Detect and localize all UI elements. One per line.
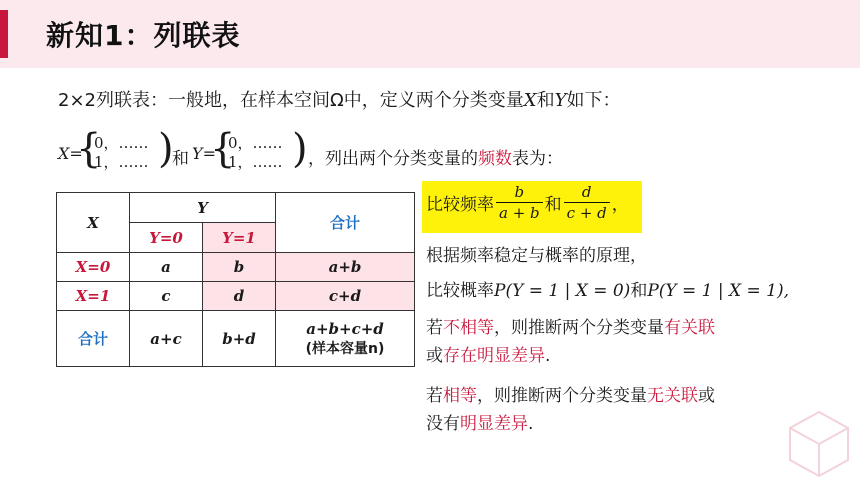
fraction-d bbox=[564, 182, 610, 223]
prob-and: 和 bbox=[630, 281, 648, 301]
cell-a: a bbox=[130, 253, 203, 282]
row-label-x1 bbox=[57, 282, 130, 311]
def-tail-suffix: 表为： bbox=[512, 149, 563, 169]
def-tail bbox=[308, 144, 563, 169]
y0-text: Y=0 bbox=[149, 228, 183, 247]
x-case-0: 0，…… bbox=[94, 134, 149, 152]
row-label-total: 合计 bbox=[57, 311, 130, 367]
equal-unrelated: 无关联 bbox=[647, 386, 698, 406]
equal-difference: 明显差异 bbox=[460, 414, 528, 434]
unequal-then: ，则推断两个分类变量 bbox=[494, 318, 664, 338]
y-close-paren: ) bbox=[292, 126, 308, 172]
intro-prefix: 2×2列联表：一般地，在样本空间Ω中，定义两个分类变量 bbox=[58, 90, 524, 111]
y-header-text: Y bbox=[197, 198, 208, 217]
unequal-or: 或 bbox=[426, 346, 443, 366]
sample-size-note: (样本容量n) bbox=[305, 340, 385, 357]
table-total-header: 合计 bbox=[276, 193, 415, 253]
cell-a-plus-c: a+c bbox=[130, 311, 203, 367]
compare-frequency-line bbox=[426, 182, 629, 223]
contingency-table bbox=[56, 192, 415, 367]
x1-text: X=1 bbox=[75, 287, 111, 305]
x-case-1: 1，…… bbox=[94, 153, 149, 171]
equal-if: 若 bbox=[426, 386, 443, 406]
table-y1-header bbox=[203, 223, 276, 253]
y-brace: { bbox=[210, 126, 236, 172]
unequal-difference: 存在明显差异 bbox=[443, 346, 545, 366]
equal-conclusion bbox=[426, 382, 806, 438]
grand-total-text: a+b+c+d bbox=[306, 319, 384, 338]
cell-a-plus-b: a+b bbox=[276, 253, 415, 282]
unequal-keyword: 不相等 bbox=[443, 318, 494, 338]
cell-d: d bbox=[203, 282, 276, 311]
cell-b: b bbox=[203, 253, 276, 282]
x-cases bbox=[94, 134, 149, 172]
row-label-x0 bbox=[57, 253, 130, 282]
def-tail-highlight: 频数 bbox=[478, 149, 512, 169]
frac1-den: a + b bbox=[499, 204, 540, 222]
table-row bbox=[57, 253, 415, 282]
def-and: 和 bbox=[172, 149, 189, 169]
prob-p2: P(Y = 1 | X = 1), bbox=[647, 281, 790, 301]
table-x-header bbox=[57, 193, 130, 253]
y-case-0: 0，…… bbox=[228, 134, 283, 152]
table-y-header bbox=[130, 193, 276, 223]
x-header-text: X bbox=[87, 213, 99, 232]
var-x: X bbox=[523, 90, 537, 111]
frac1-num: b bbox=[496, 182, 543, 203]
unequal-if: 若 bbox=[426, 318, 443, 338]
equal-then: ，则推断两个分类变量 bbox=[477, 386, 647, 406]
table-row bbox=[57, 282, 415, 311]
y-case-1: 1，…… bbox=[228, 153, 283, 171]
x-close-paren: ) bbox=[158, 126, 174, 172]
table-y0-header bbox=[130, 223, 203, 253]
x-brace: { bbox=[76, 126, 102, 172]
slide-title: 新知1：列联表 bbox=[46, 19, 241, 52]
intro-line bbox=[58, 86, 620, 112]
intro-and: 和 bbox=[536, 90, 555, 111]
compare-label: 比较频率 bbox=[426, 195, 494, 215]
var-y: Y bbox=[554, 90, 567, 111]
cell-grand-total bbox=[276, 311, 415, 367]
prob-p1: P(Y = 1 | X = 0) bbox=[494, 281, 631, 301]
cell-c: c bbox=[130, 282, 203, 311]
equal-period: . bbox=[528, 414, 534, 434]
unequal-conclusion bbox=[426, 314, 806, 370]
principle-line: 根据频率稳定与概率的原理， bbox=[426, 246, 647, 266]
table-total-row bbox=[57, 311, 415, 367]
x0-text: X=0 bbox=[75, 258, 111, 276]
cell-b-plus-d: b+d bbox=[203, 311, 276, 367]
cell-c-plus-d: c+d bbox=[276, 282, 415, 311]
prob-label: 比较概率 bbox=[426, 281, 494, 301]
unequal-period: . bbox=[545, 346, 551, 366]
compare-and: 和 bbox=[544, 195, 562, 215]
equal-or: 或 bbox=[698, 386, 715, 406]
probability-compare-line bbox=[426, 276, 789, 301]
equal-keyword: 相等 bbox=[443, 386, 477, 406]
fraction-b bbox=[496, 182, 543, 223]
def-tail-prefix: ，列出两个分类变量的 bbox=[308, 149, 478, 169]
equal-none: 没有 bbox=[426, 414, 460, 434]
intro-suffix: 如下： bbox=[566, 90, 621, 111]
x-definition-lhs: X= bbox=[58, 144, 83, 163]
unequal-related: 有关联 bbox=[664, 318, 715, 338]
compare-end: ， bbox=[611, 195, 629, 215]
y-cases bbox=[228, 134, 283, 172]
frac2-num: d bbox=[564, 182, 610, 203]
decorative-cube-icon bbox=[786, 408, 852, 478]
y1-text: Y=1 bbox=[222, 228, 256, 247]
title-accent-bar bbox=[0, 10, 8, 58]
y-definition-lhs: Y= bbox=[192, 144, 216, 163]
frac2-den: c + d bbox=[566, 204, 607, 222]
